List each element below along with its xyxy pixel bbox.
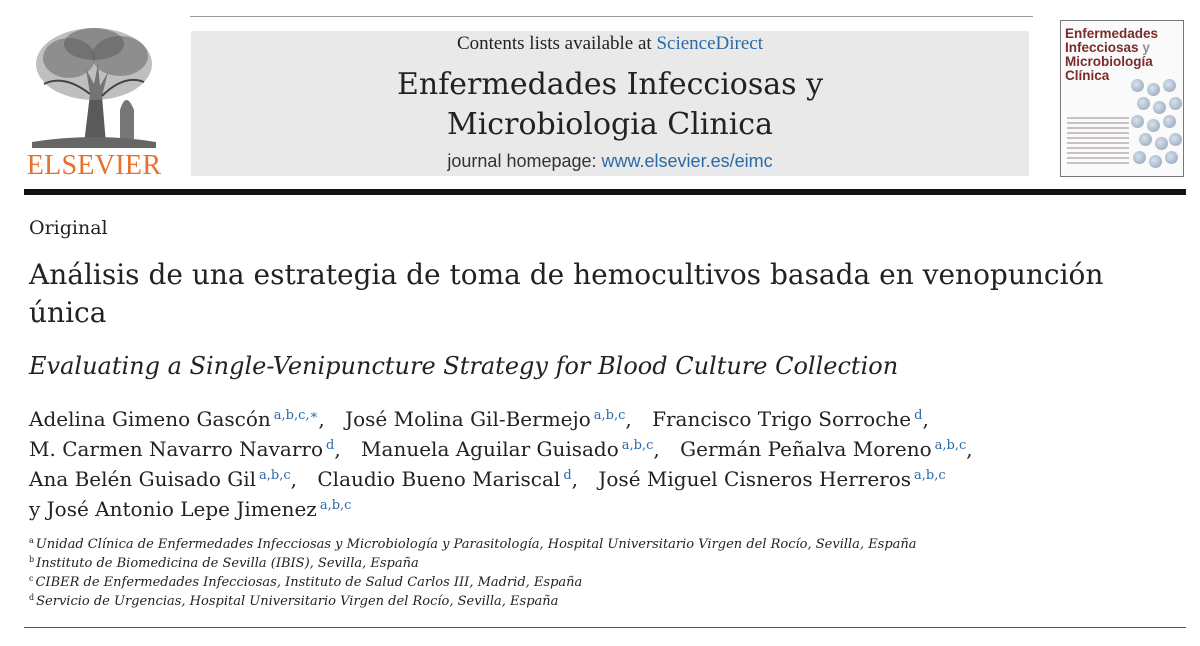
author-line: Ana Belén Guisado Gil $^{a,b,c}$, Claudio Bueno Mariscal $^d$, José Miguel Cisneros Herreros $^{a,b,c}$ [29, 467, 946, 491]
author[interactable] [317, 467, 571, 491]
affiliation-item [29, 554, 1129, 573]
author-name: José Molina Gil-Bermejo [345, 407, 591, 431]
affiliation-text: Instituto de Biomedicina de Sevilla (IBIS), Sevilla, España [36, 556, 419, 571]
author-name: José Miguel Cisneros Herreros [598, 467, 912, 491]
affiliation-text: CIBER de Enfermedades Infecciosas, Instituto de Salud Carlos III, Madrid, España [35, 575, 583, 590]
affiliation-marker[interactable]: d [563, 468, 572, 483]
contents-prefix: Contents lists available at [456, 33, 652, 54]
author[interactable] [598, 467, 945, 491]
author-line [29, 494, 1179, 524]
author-name: Claudio Bueno Mariscal [317, 467, 561, 491]
author[interactable] [680, 437, 966, 461]
author[interactable] [361, 437, 653, 461]
author-name: y José Antonio Lepe Jimenez [29, 497, 317, 521]
affiliations-bottom-rule [24, 627, 1186, 628]
title-line: única [29, 296, 107, 329]
author-list [29, 404, 1179, 524]
affiliation-marker[interactable]: a,b,c [259, 468, 291, 483]
article-type: Original [29, 217, 108, 239]
affiliation-item [29, 592, 1129, 611]
contents-available-line [191, 33, 1029, 55]
cover-title-line: Enfermedades [1065, 26, 1159, 41]
affiliation-marker[interactable]: a,b,c [593, 408, 626, 423]
cover-title-line: Clínica [1065, 68, 1110, 83]
affiliation-mark: a [29, 536, 34, 545]
cover-title [1065, 27, 1165, 83]
affiliation-marker[interactable]: d [914, 408, 923, 423]
affiliation-marker[interactable]: a,b,c [621, 438, 654, 453]
affiliation-marker[interactable]: d [326, 438, 335, 453]
elsevier-logo[interactable] [24, 24, 164, 180]
elsevier-tree-icon [24, 24, 164, 148]
journal-banner [191, 31, 1029, 176]
affiliation-marker[interactable]: a,b,c,∗ [273, 408, 319, 423]
affiliation-mark: d [29, 593, 35, 602]
journal-title-line: Enfermedades Infecciosas y [396, 67, 824, 102]
journal-homepage-line [191, 151, 1029, 172]
cover-title-line [1065, 41, 1165, 55]
cover-title-and: y [1142, 40, 1150, 55]
affiliation-list [29, 535, 1129, 611]
affiliation-text: Unidad Clínica de Enfermedades Infecciosas y Microbiología y Parasitología, Hospital Universitario Virgen del Rocío, Sevilla, España [35, 537, 917, 552]
homepage-link[interactable]: www.elsevier.es/eimc [601, 151, 773, 171]
author-name: Ana Belén Guisado Gil [29, 467, 257, 491]
author-line: Adelina Gimeno Gascón $^{a,b,c,∗}$, José Molina Gil-Bermejo $^{a,b,c}$, Francisco Trigo Sorroche $^d$, [29, 407, 929, 431]
author[interactable] [29, 407, 318, 431]
author-line: M. Carmen Navarro Navarro $^d$, Manuela Aguilar Guisado $^{a,b,c}$, Germán Peñalva Moreno $^{a,b,c}$, [29, 437, 973, 461]
author-name: Manuela Aguilar Guisado [361, 437, 619, 461]
author[interactable] [345, 407, 625, 431]
article-title-spanish [29, 256, 1169, 332]
affiliation-mark: c [29, 574, 34, 583]
author-name: M. Carmen Navarro Navarro [29, 437, 323, 461]
sciencedirect-link[interactable]: ScienceDirect [656, 33, 764, 54]
cover-title-line: Microbiología [1065, 54, 1153, 69]
affiliation-item [29, 535, 1129, 554]
affiliation-text: Servicio de Urgencias, Hospital Universitario Virgen del Rocío, Sevilla, España [36, 594, 559, 609]
article-title-english: Evaluating a Single-Venipuncture Strategy for Blood Culture Collection [29, 352, 899, 380]
author[interactable] [29, 497, 351, 521]
affiliation-marker[interactable]: a,b,c [934, 438, 967, 453]
header-top-rule [190, 16, 1033, 17]
affiliation-mark: b [29, 555, 35, 564]
homepage-prefix: journal homepage: [447, 151, 597, 171]
author-name: Francisco Trigo Sorroche [652, 407, 912, 431]
title-line: Análisis de una estrategia de toma de hemocultivos basada en venopunción [29, 258, 1104, 291]
affiliation-item [29, 573, 1129, 592]
journal-title-line: Microbiologia Clinica [446, 107, 773, 142]
author[interactable] [652, 407, 922, 431]
affiliation-marker[interactable]: a,b,c [914, 468, 946, 483]
cover-contents-lines [1067, 117, 1129, 167]
header-divider [24, 189, 1186, 195]
journal-title[interactable] [191, 65, 1029, 145]
author[interactable] [29, 437, 334, 461]
elsevier-wordmark: ELSEVIER [26, 150, 162, 181]
affiliation-marker[interactable]: a,b,c [319, 498, 352, 513]
journal-cover-thumbnail[interactable] [1060, 20, 1184, 177]
author-name: Germán Peñalva Moreno [680, 437, 932, 461]
author-name: Adelina Gimeno Gascón [29, 407, 271, 431]
author[interactable] [29, 467, 291, 491]
cover-title-word: Infecciosas [1065, 40, 1139, 55]
